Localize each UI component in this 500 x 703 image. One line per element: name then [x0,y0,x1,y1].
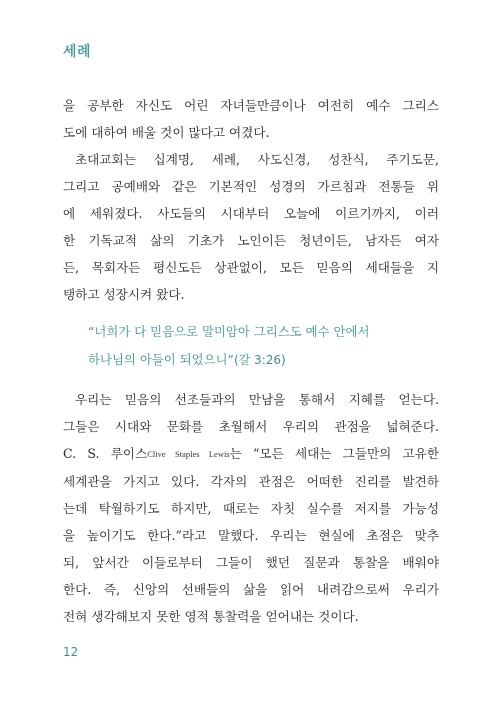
text-fragment: 는 “모든 세대는 그들만의 고유한 [229,446,440,461]
scripture-reference: (갈 3:26) [233,353,286,367]
text-line: 든, 목회자든 평신도든 상관없이, 모든 믿음의 세대들을 지 [63,260,439,275]
text-line: 을 높이기도 한다.”라고 말했다. 우리는 현실에 초점은 맞추 [63,528,439,543]
quote-line: “너희가 다 믿음으로 말미암아 그리스도 예수 안에서 [88,324,370,339]
page-number: 12 [63,645,79,659]
text-line: 그들은 시대와 문화를 초월해서 우리의 관점을 넓혀준다. [63,419,439,434]
text-line: 에 세워졌다. 사도들의 시대부터 오늘에 이르기까지, 이러 [63,206,439,221]
text-line: 도에 대하여 배울 것이 많다고 여겼다. [63,125,270,140]
running-head-title: 세례 [63,44,92,60]
text-line [63,440,439,468]
text-line: 한다. 즉, 신앙의 선배들의 삶을 읽어 내려감으로써 우리가 [63,582,439,597]
text-line: 세계관을 가지고 있다. 각자의 관점은 어떠한 진리를 발견하 [63,474,439,489]
text-line: 되, 앞서간 이들로부터 그들이 했던 질문과 통찰을 배워야 [63,555,439,570]
text-line: 한 기독교적 삶의 기초가 노인이든 청년이든, 남자든 여자 [63,233,439,248]
text-line: 그리고 공예배와 같은 기본적인 성경의 가르침과 전통들 위 [63,179,439,194]
body-text-block-2 [63,386,439,630]
author-name-latin: Clive Staples Lewis [147,449,230,459]
text-line: 초대교회는 십계명, 세례, 사도신경, 성찬식, 주기도문, [75,152,439,167]
quote-line-with-reference [88,346,369,374]
text-line: 우리는 믿음의 선조들과의 만남을 통해서 지혜를 얻는다. [75,392,439,407]
author-name-korean: C. S. 루이스 [63,446,148,461]
text-line: 는데 탁월하기도 하지만, 때로는 자칫 실수를 저지를 가능성 [63,501,439,516]
scripture-quote [88,318,369,374]
text-line: 탱하고 성장시켜 왔다. [63,287,185,302]
body-text-block-1 [63,92,439,308]
text-line: 을 공부한 자신도 어린 자녀들만큼이나 여전히 예수 그리스 [63,98,439,113]
text-line: 전혀 생각해보지 못한 영적 통찰력을 얻어내는 것이다. [63,609,359,624]
quote-line: 하나님의 아들이 되었으니” [88,352,234,367]
